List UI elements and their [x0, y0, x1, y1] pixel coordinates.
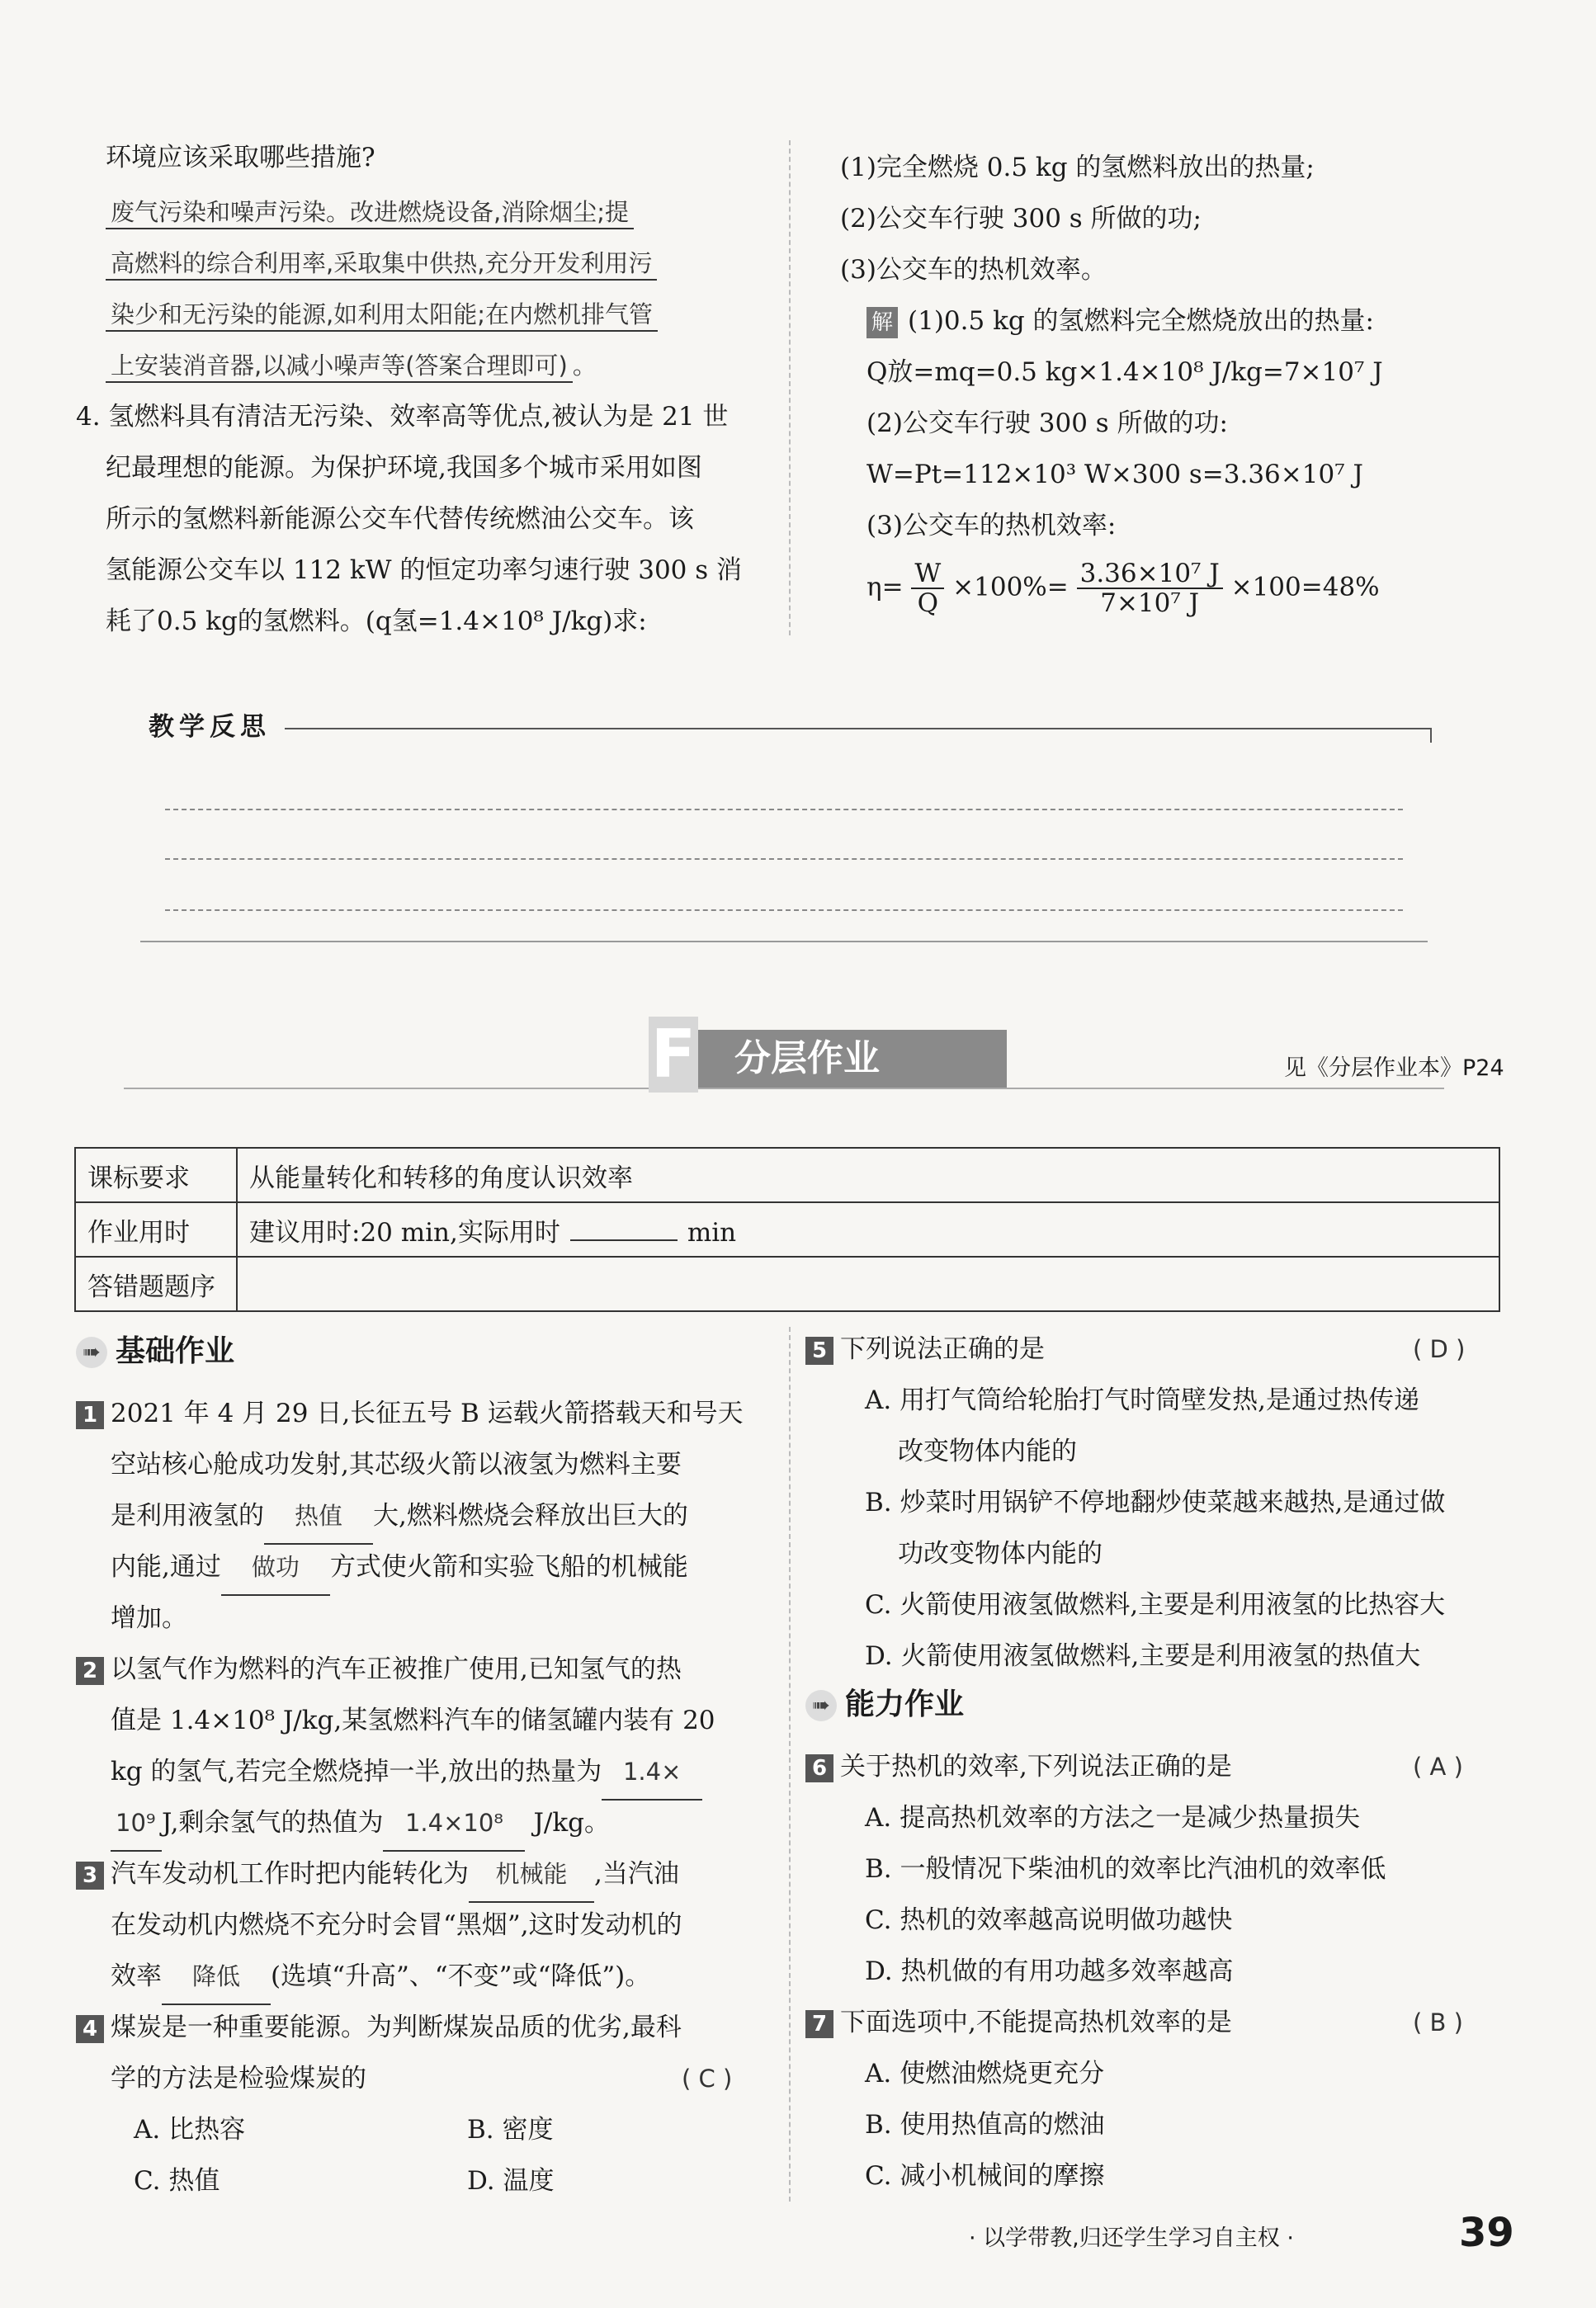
- table-value: 从能量转化和转移的角度认识效率: [237, 1148, 1499, 1202]
- banner-letter: F: [649, 1017, 698, 1093]
- column-divider: [789, 1327, 791, 2202]
- option: A. 用打气筒给轮胎打气时筒壁发热,是通过热传递: [865, 1385, 1419, 1415]
- answer-bracket: ( B ): [1413, 2008, 1463, 2037]
- homework-info-table: [74, 1147, 1500, 1312]
- question-1: 是利用液氢的 热值 大,燃料燃烧会释放出巨大的: [111, 1490, 688, 1545]
- reflection-top-rule: [285, 728, 1432, 729]
- option: B. 使用热值高的燃油: [865, 2110, 1105, 2140]
- answer-line: 上安装消音器,以减小噪声等(答案合理即可) 。: [106, 340, 597, 391]
- question-4: 学的方法是检验煤炭的: [111, 2064, 366, 2093]
- answer-line: 高燃料的综合利用率,采取集中供热,充分开发利用污: [106, 238, 657, 289]
- question-4-line: 耗了0.5 kg的氢燃料。(q氢=1.4×10⁸ J/kg)求:: [106, 606, 647, 636]
- table-label: 课标要求: [75, 1148, 237, 1202]
- option: D. 热机做的有用功越多效率越高: [865, 1956, 1234, 1986]
- reflection-bottom-rule: [140, 941, 1428, 942]
- option: C. 热机的效率越高说明做功越快: [865, 1905, 1233, 1935]
- question-1: 内能,通过 做功 方式使火箭和实验飞船的机械能: [111, 1541, 688, 1596]
- question-3: 效率 降低 (选填“升高”、“不变”或“降低”)。: [111, 1951, 650, 2005]
- banner-rule: [124, 1088, 1444, 1089]
- homework-book-reference: 见《分层作业本》P24: [1284, 1055, 1504, 1081]
- reflection-corner: [1430, 728, 1432, 743]
- option: B. 炒菜时用锅铲不停地翻炒使菜越来越热,是通过做: [865, 1488, 1446, 1517]
- footer-slogan: · 以学带教,归还学生学习自主权 ·: [969, 2225, 1294, 2251]
- text-line: 环境应该采取哪些措施?: [106, 143, 375, 172]
- column-divider: [789, 140, 791, 635]
- table-row: [75, 1257, 1499, 1311]
- option: 功改变物体内能的: [898, 1539, 1103, 1569]
- answer-bracket: ( D ): [1413, 1335, 1466, 1363]
- section-ability: ➠ 能力作业: [805, 1683, 964, 1726]
- solution-line: W=Pt=112×10³ W×300 s=3.36×10⁷ J: [866, 460, 1363, 489]
- question-2: 10⁹ J,剩余氢气的热值为 1.4×10⁸ J/kg。: [111, 1797, 610, 1852]
- question-2: kg 的氢气,若完全燃烧掉一半,放出的热量为 1.4×: [111, 1746, 702, 1801]
- subquestion: (3)公交车的热机效率。: [840, 255, 1107, 285]
- option: D. 温度: [467, 2166, 555, 2196]
- page-number: 39: [1459, 2210, 1514, 2256]
- arrow-icon: ➠: [76, 1337, 107, 1368]
- table-label: 作业用时: [75, 1202, 237, 1257]
- question-1: 1 2021 年 4 月 29 日,长征五号 B 运载火箭搭载天和号天: [76, 1388, 744, 1439]
- option: C. 热值: [134, 2166, 220, 2196]
- question-3: 在发动机内燃烧不充分时会冒“黑烟”,这时发动机的: [111, 1910, 682, 1940]
- efficiency-formula: η= $\frac{W}{Q}$ ×100%= $\frac{\text{3.36×10⁷ J}}{\text{7×10⁷ J}}$ ×100=48%: [866, 559, 1380, 618]
- solution-marker: 解: [866, 307, 898, 338]
- answer-bracket: ( C ): [682, 2065, 733, 2093]
- banner-title: 分层作业: [734, 1037, 880, 1079]
- option: C. 火箭使用液氢做燃料,主要是利用液氢的比热容大: [865, 1590, 1446, 1620]
- question-4-line: 所示的氢燃料新能源公交车代替传统燃油公交车。该: [106, 504, 694, 534]
- question-2: 2 以氢气作为燃料的汽车正被推广使用,已知氢气的热: [76, 1644, 682, 1695]
- answer-bracket: ( A ): [1413, 1753, 1463, 1781]
- option: B. 一般情况下柴油机的效率比汽油机的效率低: [865, 1854, 1386, 1884]
- option: 改变物体内能的: [898, 1437, 1077, 1466]
- section-basic: ➠ 基础作业: [76, 1330, 234, 1373]
- subquestion: (1)完全燃烧 0.5 kg 的氢燃料放出的热量;: [840, 153, 1315, 182]
- reflection-title: 教学反思: [149, 712, 271, 742]
- question-4-line: 纪最理想的能源。为保护环境,我国多个城市采用如图: [106, 453, 702, 483]
- solution-line: (3)公交车的热机效率:: [866, 511, 1117, 540]
- solution-line: (2)公交车行驶 300 s 所做的功:: [866, 408, 1228, 438]
- option: A. 提高热机效率的方法之一是减少热量损失: [865, 1803, 1361, 1833]
- answer-line: 染少和无污染的能源,如利用太阳能;在内燃机排气管: [106, 289, 658, 340]
- table-label: 答错题题序: [75, 1257, 237, 1311]
- arrow-icon: ➠: [805, 1690, 837, 1721]
- question-1: 增加。: [111, 1603, 187, 1633]
- question-4-line: 4. 氢燃料具有清洁无污染、效率高等优点,被认为是 21 世: [76, 402, 729, 432]
- option: A. 使燃油燃烧更充分: [865, 2059, 1105, 2089]
- reflection-line: [165, 858, 1403, 860]
- option: C. 减小机械间的摩擦: [865, 2161, 1105, 2191]
- question-4: 4 煤炭是一种重要能源。为判断煤炭品质的优劣,最科: [76, 2002, 682, 2053]
- solution-line: Q放=mq=0.5 kg×1.4×10⁸ J/kg=7×10⁷ J: [866, 357, 1383, 387]
- table-row: [75, 1148, 1499, 1202]
- reflection-line: [165, 909, 1403, 911]
- question-3: 3 汽车发动机工作时把内能转化为 机械能 ,当汽油: [76, 1848, 679, 1903]
- option: A. 比热容: [134, 2115, 246, 2145]
- question-2: 值是 1.4×10⁸ J/kg,某氢燃料汽车的储氢罐内装有 20: [111, 1706, 715, 1735]
- question-7: 7 下面选项中,不能提高热机效率的是: [805, 1997, 1232, 2048]
- answer-line: 废气污染和噪声污染。改进燃烧设备,消除烟尘;提: [106, 186, 634, 238]
- table-row: [75, 1202, 1499, 1257]
- subquestion: (2)公交车行驶 300 s 所做的功;: [840, 204, 1202, 234]
- option: D. 火箭使用液氢做燃料,主要是利用液氢的热值大: [865, 1641, 1421, 1671]
- question-4-line: 氢能源公交车以 112 kW 的恒定功率匀速行驶 300 s 消: [106, 555, 743, 585]
- reflection-line: [165, 809, 1403, 810]
- question-6: 6 关于热机的效率,下列说法正确的是: [805, 1741, 1232, 1792]
- table-value: 建议用时:20 min,实际用时 min: [237, 1202, 1499, 1257]
- question-1: 空站核心舱成功发射,其芯级火箭以液氢为燃料主要: [111, 1450, 682, 1480]
- question-5: 5 下列说法正确的是: [805, 1324, 1045, 1375]
- solution-line: 解 (1)0.5 kg 的氢燃料完全燃烧放出的热量:: [866, 295, 1374, 347]
- option: B. 密度: [467, 2115, 554, 2145]
- table-value: [237, 1257, 1499, 1311]
- time-blank[interactable]: [570, 1239, 678, 1241]
